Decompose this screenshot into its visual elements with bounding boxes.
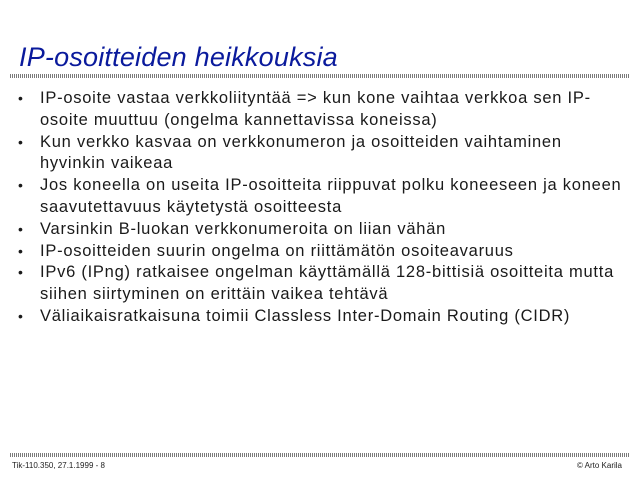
bullet-icon: • — [18, 307, 24, 324]
bullet-text: IP-osoite vastaa verkkoliityntää => kun kone vaihtaa verkkoa sen IP-osoite muuttuu (ongelma kannettavissa koneissa) — [40, 89, 591, 129]
bullet-item — [16, 132, 631, 176]
bullet-text: IPv6 (IPng) ratkaisee ongelman käyttämällä 128-bittisiä osoitteita mutta siihen siirtyminen on erittäin vaikea tehtävä — [40, 263, 615, 304]
slide-title: IP-osoitteiden heikkouksia — [19, 42, 338, 72]
bullet-item — [16, 241, 631, 263]
bullet-icon: • — [18, 264, 24, 281]
bullet-icon: • — [18, 133, 24, 150]
bullet-item — [16, 219, 631, 241]
footer-divider — [10, 453, 629, 457]
bullet-text: Jos koneella on useita IP-osoitteita riippuvat polku koneeseen ja koneen saavutettavuus käytetystä osoitteesta — [40, 176, 622, 216]
bullet-text: IP-osoitteiden suurin ongelma on riittämätön osoiteavaruus — [40, 241, 514, 260]
bullet-item — [16, 262, 631, 306]
bullet-icon: • — [18, 242, 24, 259]
bullet-list — [16, 88, 631, 328]
bullet-text: Varsinkin B-luokan verkkonumeroita on liian vähän — [40, 219, 447, 238]
bullet-text: Kun verkko kasvaa on verkkonumeron ja osoitteiden vaihtaminen hyvinkin vaikeaa — [40, 132, 562, 173]
bullet-icon: • — [18, 220, 24, 237]
bullet-item — [16, 175, 631, 219]
bullet-text: Väliaikaisratkaisuna toimii Classless Inter-Domain Routing (CIDR) — [40, 306, 571, 325]
bullet-item — [16, 88, 631, 132]
bullet-icon: • — [18, 90, 24, 106]
footer-copyright: © Arto Karila — [576, 461, 622, 470]
bullet-icon: • — [18, 177, 24, 194]
title-divider — [10, 74, 629, 78]
bullet-item — [16, 306, 631, 328]
footer-course-info: Tik-110.350, 27.1.1999 - 8 — [12, 461, 105, 470]
